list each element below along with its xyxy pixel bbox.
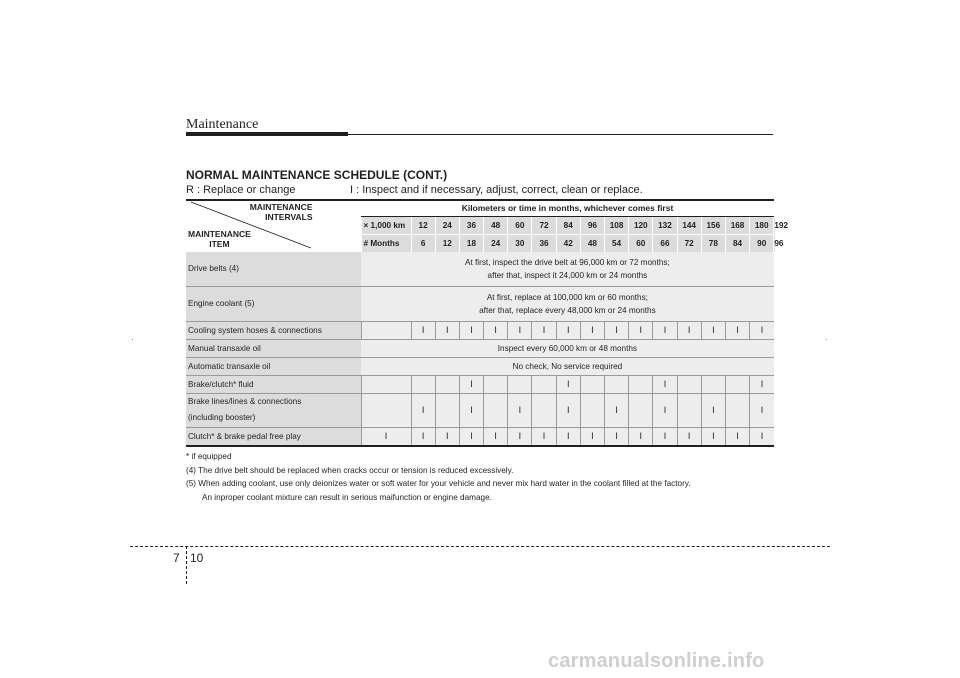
item-drive-belts: Drive belts (4) bbox=[186, 252, 361, 286]
schedule-cell: I bbox=[556, 427, 580, 446]
km-cell: 156 bbox=[701, 217, 725, 235]
schedule-cell: I bbox=[411, 393, 435, 427]
months-cell: 12 bbox=[435, 235, 459, 253]
schedule-cell bbox=[677, 375, 701, 393]
schedule-cell: I bbox=[701, 393, 725, 427]
schedule-cell: I bbox=[629, 427, 653, 446]
maintenance-schedule-table bbox=[186, 199, 788, 447]
legend-inspect: I : Inspect and if necessary, adjust, correct, clean or replace. bbox=[350, 184, 643, 196]
schedule-cell: I bbox=[508, 393, 532, 427]
page-section-title: Maintenance bbox=[186, 117, 259, 132]
legend-replace: R : Replace or change bbox=[186, 184, 296, 196]
item-manual-transaxle: Manual transaxle oil bbox=[186, 339, 361, 357]
footnotes bbox=[186, 450, 691, 504]
months-label: # Months bbox=[361, 235, 411, 253]
schedule-cell: I bbox=[459, 427, 483, 446]
schedule-cell bbox=[361, 393, 411, 427]
months-cell: 36 bbox=[532, 235, 556, 253]
schedule-cell bbox=[725, 375, 749, 393]
schedule-cell: I bbox=[653, 427, 677, 446]
schedule-cell: I bbox=[556, 375, 580, 393]
km-cell: 72 bbox=[532, 217, 556, 235]
auto-transaxle-instruction: No check, No service required bbox=[361, 357, 774, 375]
schedule-cell bbox=[361, 375, 411, 393]
months-cell: 90 bbox=[750, 235, 774, 253]
note-equipped: * if equipped bbox=[186, 452, 232, 461]
km-cell: 180 bbox=[750, 217, 774, 235]
km-cell: 108 bbox=[605, 217, 629, 235]
schedule-cell: I bbox=[556, 321, 580, 339]
km-label: × 1,000 km bbox=[361, 217, 411, 235]
schedule-heading: NORMAL MAINTENANCE SCHEDULE (CONT.) bbox=[186, 168, 448, 182]
schedule-cell: I bbox=[580, 427, 604, 446]
item-cooling-hoses: Cooling system hoses & connections bbox=[186, 321, 361, 339]
brake-lines-label-line2: (including booster) bbox=[188, 413, 256, 422]
months-cell: 84 bbox=[725, 235, 749, 253]
months-cell: 30 bbox=[508, 235, 532, 253]
corner-item-line2: ITEM bbox=[209, 239, 230, 249]
schedule-cell: I bbox=[435, 321, 459, 339]
corner-item-label bbox=[188, 229, 251, 249]
schedule-cell: I bbox=[750, 375, 774, 393]
km-cell: 144 bbox=[677, 217, 701, 235]
km-cell: 84 bbox=[556, 217, 580, 235]
schedule-cell: I bbox=[653, 321, 677, 339]
schedule-cell: I bbox=[411, 321, 435, 339]
schedule-cell bbox=[411, 375, 435, 393]
engine-coolant-line1: At first, replace at 100,000 km or 60 months; bbox=[486, 292, 648, 302]
engine-coolant-instruction bbox=[361, 286, 774, 321]
corner-intervals-line1: MAINTENANCE bbox=[249, 202, 313, 212]
chapter-number: 7 bbox=[173, 551, 180, 565]
months-cell: 72 bbox=[677, 235, 701, 253]
km-cell: 36 bbox=[459, 217, 483, 235]
schedule-cell bbox=[605, 375, 629, 393]
schedule-cell bbox=[532, 375, 556, 393]
schedule-cell bbox=[701, 375, 725, 393]
schedule-cell: I bbox=[701, 321, 725, 339]
months-cell: 18 bbox=[459, 235, 483, 253]
schedule-cell: I bbox=[725, 427, 749, 446]
schedule-cell: I bbox=[361, 427, 411, 446]
footer-dashed-divider bbox=[186, 546, 187, 584]
corner-intervals-label bbox=[250, 202, 313, 222]
schedule-cell bbox=[580, 375, 604, 393]
km-cell: 96 bbox=[580, 217, 604, 235]
schedule-cell: I bbox=[459, 393, 483, 427]
km-cell: 120 bbox=[629, 217, 653, 235]
schedule-cell: I bbox=[532, 427, 556, 446]
schedule-cell bbox=[435, 393, 459, 427]
manual-transaxle-instruction: Inspect every 60,000 km or 48 months bbox=[361, 339, 774, 357]
interval-span-header: Kilometers or time in months, whichever comes first bbox=[361, 199, 774, 217]
schedule-cell bbox=[629, 393, 653, 427]
note-5: (5) When adding coolant, use only deionizes water or soft water for your vehicle and never mix hard water in the coolant filled at the factory. bbox=[186, 479, 691, 488]
brake-lines-label-line1: Brake lines/lines & connections bbox=[188, 397, 302, 406]
months-cell: 48 bbox=[580, 235, 604, 253]
km-cell: 48 bbox=[484, 217, 508, 235]
item-clutch-pedal: Clutch* & brake pedal free play bbox=[186, 427, 361, 446]
note-5-continued: An inproper coolant mixture can result in serious maifunction or engine damage. bbox=[202, 492, 492, 502]
schedule-cell: I bbox=[725, 321, 749, 339]
schedule-cell: I bbox=[653, 393, 677, 427]
schedule-cell: I bbox=[532, 321, 556, 339]
watermark: carmanualsonline.info bbox=[548, 650, 765, 672]
schedule-cell: I bbox=[484, 321, 508, 339]
schedule-cell: I bbox=[605, 321, 629, 339]
schedule-cell: I bbox=[411, 427, 435, 446]
drive-belts-line2: after that, inspect it 24,000 km or 24 months bbox=[487, 270, 648, 280]
schedule-cell: I bbox=[677, 427, 701, 446]
schedule-cell bbox=[677, 393, 701, 427]
schedule-cell: I bbox=[556, 393, 580, 427]
note-4: (4) The drive belt should be replaced when cracks occur or tension is reduced excessively. bbox=[186, 465, 514, 475]
km-cell: 24 bbox=[435, 217, 459, 235]
margin-mark-left bbox=[132, 339, 133, 340]
schedule-cell: I bbox=[629, 321, 653, 339]
km-cell: 12 bbox=[411, 217, 435, 235]
corner-intervals-line2: INTERVALS bbox=[265, 212, 313, 222]
schedule-cell: I bbox=[459, 321, 483, 339]
schedule-cell bbox=[484, 375, 508, 393]
footer-dashed-rule bbox=[130, 546, 830, 547]
item-brake-lines bbox=[186, 393, 361, 427]
months-cell: 6 bbox=[411, 235, 435, 253]
page-number: 10 bbox=[190, 551, 204, 565]
schedule-cell: I bbox=[484, 427, 508, 446]
engine-coolant-line2: after that, replace every 48,000 km or 24 months bbox=[479, 305, 656, 315]
item-auto-transaxle: Automatic transaxle oil bbox=[186, 357, 361, 375]
months-cell: 66 bbox=[653, 235, 677, 253]
schedule-cell: I bbox=[701, 427, 725, 446]
schedule-cell: I bbox=[750, 321, 774, 339]
drive-belts-line1: At first, inspect the drive belt at 96,000 km or 72 months; bbox=[465, 257, 670, 267]
months-cell: 24 bbox=[484, 235, 508, 253]
schedule-cell: I bbox=[653, 375, 677, 393]
header-rule bbox=[186, 134, 773, 135]
item-engine-coolant: Engine coolant (5) bbox=[186, 286, 361, 321]
schedule-cell: I bbox=[508, 321, 532, 339]
table-top-rule bbox=[186, 199, 774, 201]
months-cell: 42 bbox=[556, 235, 580, 253]
margin-mark-right bbox=[826, 339, 827, 340]
schedule-cell: I bbox=[605, 427, 629, 446]
corner-item-line1: MAINTENANCE bbox=[188, 229, 251, 239]
months-cell: 60 bbox=[629, 235, 653, 253]
schedule-cell bbox=[532, 393, 556, 427]
schedule-cell: I bbox=[750, 393, 774, 427]
schedule-cell bbox=[361, 321, 411, 339]
schedule-cell bbox=[484, 393, 508, 427]
km-cell: 168 bbox=[725, 217, 749, 235]
schedule-cell: I bbox=[580, 321, 604, 339]
schedule-cell bbox=[580, 393, 604, 427]
months-cell: 54 bbox=[605, 235, 629, 253]
schedule-cell bbox=[435, 375, 459, 393]
schedule-cell: I bbox=[435, 427, 459, 446]
schedule-cell: I bbox=[508, 427, 532, 446]
schedule-cell: I bbox=[677, 321, 701, 339]
months-cell: 78 bbox=[701, 235, 725, 253]
km-cell: 60 bbox=[508, 217, 532, 235]
schedule-cell bbox=[725, 393, 749, 427]
schedule-cell bbox=[508, 375, 532, 393]
km-cell: 132 bbox=[653, 217, 677, 235]
table-corner bbox=[186, 199, 361, 252]
schedule-cell: I bbox=[459, 375, 483, 393]
schedule-cell: I bbox=[750, 427, 774, 446]
item-brake-fluid: Brake/clutch* fluid bbox=[186, 375, 361, 393]
drive-belts-instruction bbox=[361, 252, 774, 286]
schedule-cell bbox=[629, 375, 653, 393]
schedule-cell: I bbox=[605, 393, 629, 427]
